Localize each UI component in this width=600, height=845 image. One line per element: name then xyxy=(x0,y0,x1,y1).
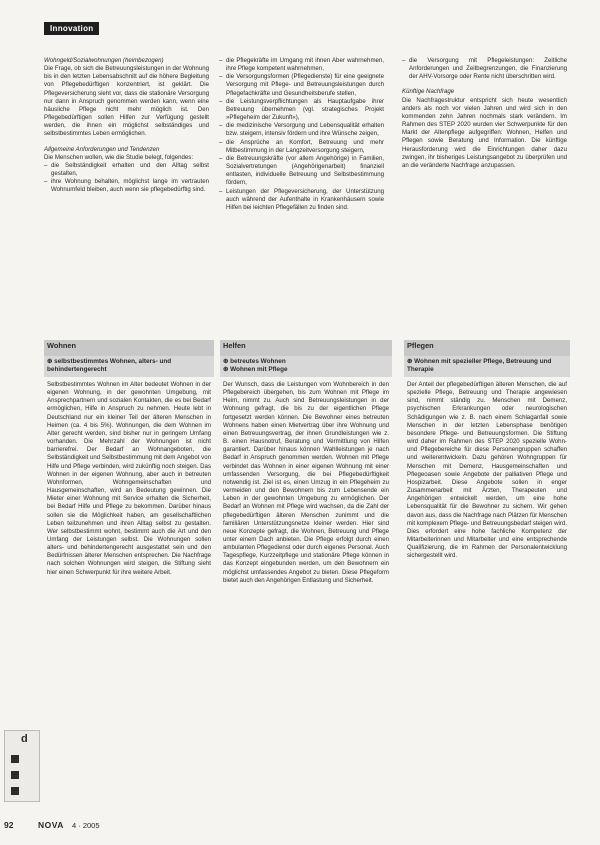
paragraph: Selbstbestimmtes Wohnen im Alter bedeutet Wohnen in der eigenen Wohnung, in der gewohnten Umgebung, mit Ansprechpartnern und sozialen Kontakten, die es bei Bedarf ermöglichen, Hilfe in Anspruch zu nehmen. Heute lebt in Deutschland nur ein kleiner Teil der älteren Menschen in Heimen (ca. 4 bis 5%). Wohnungen, die dem Wohnen im Alter gerecht werden, sind bisher nur in geringem Umfang vorhanden. Die Mehrzahl der Wohnungen ist nicht barrierefrei. Der Bedarf an Wohnangeboten, die Selbständigkeit und Selbstbestimmung mit dem Angebot von Hilfe und Pflege verbinden, wird zukünftig noch steigen. Das Wohnen in der eigenen Wohnung, aber auch in betreuten Wohnformen, Wohngemeinschaften und Hausgemeinschaften, wird an Bedeutung gewinnen. Die Mieter einer Wohnung mit Service erhalten die Sicherheit, bei Bedarf Hilfe und Pflege zu bekommen. Darüber hinaus sollen sie die Möglichkeit haben, am gesellschaftlichen Leben teilzunehmen und ihren Alltag selbst zu gestalten. Wer selbstbestimmt wohnt, bestimmt auch die Art und den Umfang der Leistungen selbst. Die Wohnungen sollen alters- und behindertengerecht ausgestattet sein und den Bedürfnissen älterer Menschen entsprechen. Die Nachfrage nach solchen Wohnungen wird steigen, die Stiftung sieht hier einen Schwerpunkt für ihre weitere Arbeit. xyxy=(47,381,211,576)
margin-letter: d xyxy=(21,733,28,745)
square-icon xyxy=(11,755,19,763)
list-item: – die Versorgung mit Pflegeleistungen: Zeitliche Anforderungen und Zeitbegrenzungen, die Finanzierung der AHV-Vorsorge oder Rente nicht überschritten wird. xyxy=(402,57,567,81)
list-item: – die Leistungsverpflichtungen als Hauptaufgabe ihrer Betreuung übernehmen (vgl. strategisches Projekt »Pflegeheim der Zukunft«), xyxy=(219,98,384,122)
section-helfen xyxy=(220,340,392,816)
issue-number: 4 · 2005 xyxy=(72,821,100,830)
section-subheading xyxy=(220,356,392,377)
list-item: – Leistungen der Pflegeversicherung, der Unterstützung auch während der Aufenthalte in Krankenhäusern sowie Hilfen bei leichten Pflegefällen zu finden sind. xyxy=(219,188,384,212)
margin-marker xyxy=(4,730,40,802)
text-column-2 xyxy=(219,57,384,212)
paragraph: Die Menschen wollen, wie die Studie belegt, folgendes: xyxy=(44,153,194,161)
square-icon xyxy=(11,787,19,795)
section-heading: Pflegen xyxy=(404,340,570,356)
page-number: 92 xyxy=(4,820,14,830)
section-pflegen xyxy=(404,340,570,816)
list-item: – die medizinische Versorgung und Lebensqualität erhalten bzw. steigern, intensiv fördern und ihre Wünsche zeigen, xyxy=(219,122,384,138)
section-body xyxy=(44,377,214,577)
paragraph: Der Anteil der pflegebedürftigen älteren Menschen, die auf spezielle Pflege, Betreuung und Therapie angewiesen sind, nimmt ständig zu. Menschen mit Demenz, psychischen Erkrankungen oder neurologischen Schädigungen wie z. B. nach einem Schlaganfall sowie Menschen in der letzten Lebensphase benötigen besondere Pflege- und Betreuungsformen. Die Stiftung wird daher im Rahmen des STEP 2020 spezielle Wohn- und Pflegebereiche für diese Personengruppen schaffen und weiterentwickeln. Dazu gehören Wohngruppen für Menschen mit Demenz, Hausgemeinschaften und Pflegeoasen sowie Angebote der palliativen Pflege und Hospizarbeit. Diese Angebote sollen in enger Zusammenarbeit mit Ärzten, Therapeuten und Angehörigen entwickelt werden, um eine hohe Lebensqualität für die Bewohner zu sichern. Wir gehen davon aus, dass die Nachfrage nach Plätzen für Menschen mit komplexem Pflege- und Betreuungsbedarf steigen wird. Dies erfordert eine hohe fachliche Kompetenz der Mitarbeiterinnen und Mitarbeiter und eine entsprechende Qualifizierung, die im Rahmen der Personalentwicklung sichergestellt wird. xyxy=(407,381,567,560)
plus-icon: ⊕ xyxy=(223,358,231,365)
subheading-text: betreutes Wohnen xyxy=(230,358,286,365)
subheading-text: Wohnen mit Pflege xyxy=(230,366,288,373)
plus-icon: ⊕ xyxy=(407,358,415,365)
subheading: Allgemeine Anforderungen und Tendenzen xyxy=(44,145,160,153)
plus-icon: ⊕ xyxy=(223,366,231,373)
square-icon xyxy=(11,771,19,779)
section-tag: Innovation xyxy=(44,22,99,35)
section-heading: Helfen xyxy=(220,340,392,356)
paragraph: Der Wunsch, dass die Leistungen vom Wohnbereich in den Pflegebereich übergehen, bis zum Wohnen mit Pflege im Heim, nimmt zu. Auch sind Betreuungsleistungen in der Wohnung gefragt, die bis zu der eigentlichen Pflege fortgesetzt werden können. Die Bewohner eines betreuten Wohnens haben einen Mietvertrag über ihre Wohnung und einen Betreuungsvertrag, der ihnen Grundleistungen wie z. B. einen Hausnotruf, Beratung und Vermittlung von Hilfen garantiert. Darüber hinaus können Wahlleistungen je nach Bedarf in Anspruch genommen werden. Wohnen mit Pflege verbindet das Wohnen in einer eigenen Wohnung mit einer umfassenden Versorgung, die bei Pflegebedürftigkeit notwendig ist. Ziel ist es, einen Umzug in ein Pflegeheim zu vermeiden und den Bewohnern bis zum Lebensende ein Leben in der gewohnten Umgebung zu ermöglichen. Der Bedarf an Wohnen mit Pflege wird wachsen, da die Zahl der pflegebedürftigen älteren Menschen zunimmt und die familiären Unterstützungsnetze kleiner werden. Hier sind neue Konzepte gefragt, die Wohnen, Betreuung und Pflege unter einem Dach anbieten. Die Pflege erfolgt durch einen ambulanten Pflegedienst oder durch eigenes Personal. Auch Tagespflege, Kurzzeitpflege und stationäre Pflege können in das Konzept eingebunden werden, um den Bewohnern ein möglichst umfassendes Angebot zu bieten. Diese Pflegeform bietet auch den Angehörigen Entlastung und Sicherheit. xyxy=(223,381,389,584)
subheading: Künftige Nachfrage xyxy=(402,88,455,96)
section-body xyxy=(220,377,392,585)
text-column-1 xyxy=(44,57,209,195)
text-column-3 xyxy=(402,57,567,170)
section-heading: Wohnen xyxy=(44,340,214,356)
list-item: – die Ansprüche an Komfort, Betreuung und mehr Mitbestimmung in der Langzeitversorgung steigern, xyxy=(219,139,384,155)
bullet-list xyxy=(402,57,567,81)
section-subheading xyxy=(44,356,214,377)
section-wohnen xyxy=(44,340,214,816)
subheading-text: Wohnen mit spezieller Pflege, Betreuung und Therapie xyxy=(407,358,552,373)
subheading-text: selbstbestimmtes Wohnen, alters- und behindertengerecht xyxy=(47,358,172,373)
list-item: – ihre Wohnung behalten, möglichst lange im vertrauten Wohnumfeld bleiben, auch wenn sie pflegebedürftig sind. xyxy=(44,178,209,194)
list-item: – die Selbständigkeit erhalten und den Alltag selbst gestalten, xyxy=(44,162,209,178)
plus-icon: ⊕ xyxy=(47,358,55,365)
bullet-list xyxy=(44,162,209,195)
section-subheading xyxy=(404,356,570,377)
subheading: Wohngeld/Sozialwohnungen (heimbezogen) xyxy=(44,57,164,64)
section-body xyxy=(404,377,570,560)
list-item: – die Betreuungskräfte (vor allem Angehörige) in Familien, Sozialvertretungen (Angehörigenarbeit) finanziell entlasten, individuelle Betreuung und Selbstbestimmung fördern, xyxy=(219,155,384,188)
list-item: – die Pflegekräfte im Umgang mit ihnen Aber wahrnehmen, ihre Pflege kompetent wahrnehmen, xyxy=(219,57,384,73)
paragraph: Die Nachfragestruktur entspricht sich heute wesentlich anders als noch vor vielen Jahren und wird sich in den kommenden zehn Jahren nochmals stark verändern. Im Rahmen des STEP 2020 wurden vier Schwerpunkte für den Markt der Altenpflege aufgegriffen: Wohnen, Helfen und Pflegen sowie Beratung und Information. Die künftige Herausforderung wird die Einrichtungen daher dazu zwingen, ihr bisheriges Leistungsangebot zu überprüfen und an die veränderte Nachfrage anzupassen. xyxy=(402,96,567,169)
paragraph: Die Frage, ob sich die Betreuungsleistungen in der Wohnung bis in den letzten Lebensabschnitt auf die höhere Begleitung von Pflegebedürftigen konzentriert, ist geklärt. Die Pflegeversicherung sieht vor, dass die stationäre Versorgung nur dann in Anspruch genommen werden kann, wenn eine häusliche Pflege nicht mehr möglich ist. Den Pflegebedürftigen sollen Hilfen zur Verfügung gestellt werden, die ihnen ein möglichst selbständiges und selbstbestimmtes Leben ermöglichen. xyxy=(44,65,209,138)
list-item: – die Versorgungsformen (Pflegedienste) für eine geeignete Versorgung mit Pflege- und Betreuungsleistungen durch Pflegefachkräfte und Gesundheitsberufe stellen, xyxy=(219,73,384,97)
magazine-name: NOVA xyxy=(38,820,64,830)
bullet-list xyxy=(219,57,384,212)
